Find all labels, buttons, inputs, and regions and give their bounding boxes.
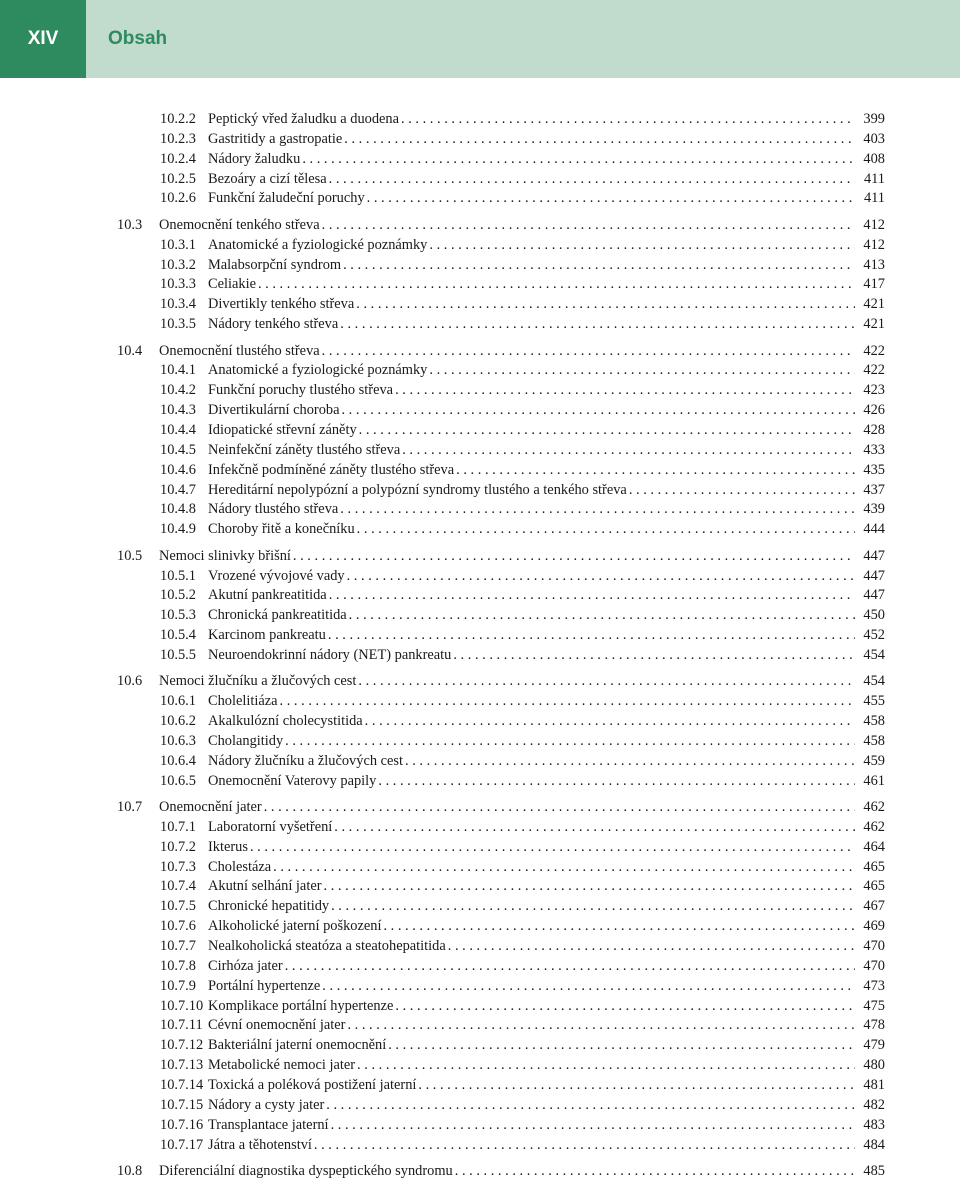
toc-entry-page: 480 [863,1057,885,1073]
toc-entry-number: 10.4.6 [160,462,196,478]
toc-entry [160,420,885,440]
toc-entry-page: 482 [863,1097,885,1113]
toc-entry-page: 412 [863,217,885,233]
toc-entry [160,751,885,771]
toc-entry-page: 458 [863,733,885,749]
toc-entry-title: Neinfekční záněty tlustého střeva [208,442,401,458]
toc-entry-title: Onemocnění jater [159,799,262,815]
toc-entry [160,480,885,500]
toc-dot-leader [429,235,855,255]
toc-entry [160,625,885,645]
toc-entry-number: 10.6.2 [160,713,196,729]
toc-entry-title: Toxická a poléková postižení jaterní [208,1077,417,1093]
toc-entry-page: 447 [863,548,885,564]
toc-entry [160,645,885,665]
toc-chapter-entry [117,546,885,566]
toc-entry-number: 10.2.5 [160,171,196,187]
toc-entry-page: 447 [863,587,885,603]
toc-entry [160,314,885,334]
toc-entry-title: Choroby řitě a konečníku [208,521,355,537]
toc-dot-leader [329,169,855,189]
toc-dot-leader [367,188,855,208]
toc-entry-number: 10.5.4 [160,627,196,643]
toc-entry [160,857,885,877]
toc-dot-leader [258,274,855,294]
toc-dot-leader [322,215,855,235]
toc-entry-title: Gastritidy a gastropatie [208,131,343,147]
toc-entry-number: 10.4.7 [160,482,196,498]
toc-entry-number: 10.3.1 [160,237,196,253]
toc-dot-leader [347,1015,855,1035]
toc-entry-number: 10.8 [117,1163,143,1179]
toc-chapter-entry [117,671,885,691]
toc-dot-leader [314,1135,855,1155]
toc-entry [160,1075,885,1095]
toc-entry-title: Cévní onemocnění jater [208,1017,346,1033]
toc-entry [160,605,885,625]
toc-chapter-entry [117,1161,885,1181]
toc-entry [160,976,885,996]
toc-dot-leader [341,400,855,420]
toc-entry [160,460,885,480]
toc-dot-leader [358,671,855,691]
toc-entry-title: Celiakie [208,276,256,292]
toc-entry-title: Nealkoholická steatóza a steatohepatitida [208,938,446,954]
toc-entry-number: 10.4.8 [160,501,196,517]
toc-dot-leader [378,771,855,791]
toc-entry-number: 10.6.5 [160,773,196,789]
toc-entry-page: 478 [863,1017,885,1033]
toc-entry-number: 10.7.1 [160,819,196,835]
toc-entry-title: Nádory žlučníku a žlučových cest [208,753,403,769]
toc-entry [160,109,885,129]
toc-entry-number: 10.7 [117,799,143,815]
toc-entry-page: 428 [863,422,885,438]
toc-dot-leader [429,360,855,380]
page-header [0,0,960,78]
toc-entry-number: 10.4 [117,343,143,359]
toc-entry-page: 461 [863,773,885,789]
toc-entry [160,1095,885,1115]
toc-entry-title: Nemoci slinivky břišní [159,548,291,564]
toc-dot-leader [405,751,855,771]
toc-entry-title: Bakteriální jaterní onemocnění [208,1037,387,1053]
toc-entry-number: 10.5 [117,548,143,564]
toc-dot-leader [357,519,855,539]
toc-dot-leader [402,440,855,460]
toc-dot-leader [331,1115,855,1135]
toc-entry-page: 411 [863,190,885,206]
toc-entry-number: 10.4.1 [160,362,196,378]
toc-entry-title: Chronická pankreatitida [208,607,347,623]
toc-entry [160,255,885,275]
toc-entry-number: 10.3.4 [160,296,196,312]
toc-entry-number: 10.7.5 [160,898,196,914]
toc-dot-leader [250,837,855,857]
toc-dot-leader [448,936,855,956]
toc-entry [160,1035,885,1055]
toc-dot-leader [280,691,855,711]
toc-entry-page: 422 [863,362,885,378]
toc-dot-leader [456,460,855,480]
toc-dot-leader [334,817,855,837]
toc-dot-leader [331,896,855,916]
toc-entry-page: 483 [863,1117,885,1133]
toc-entry-number: 10.6.4 [160,753,196,769]
toc-dot-leader [629,480,855,500]
toc-entry-title: Játra a těhotenství [208,1137,312,1153]
toc-entry [160,916,885,936]
toc-entry-number: 10.7.2 [160,839,196,855]
toc-entry-number: 10.3.2 [160,257,196,273]
toc-entry [160,129,885,149]
toc-entry-title: Infekčně podmíněné záněty tlustého střeva [208,462,455,478]
toc-entry-page: 408 [863,151,885,167]
header-band [86,0,960,78]
toc-dot-leader [273,857,855,877]
toc-entry-page: 485 [863,1163,885,1179]
toc-entry-page: 421 [863,316,885,332]
toc-entry-page: 422 [863,343,885,359]
toc-entry-title: Idiopatické střevní záněty [208,422,357,438]
toc-entry [160,771,885,791]
toc-entry-number: 10.4.3 [160,402,196,418]
page-number: XIV [0,0,86,78]
toc-entry-title: Laboratorní vyšetření [208,819,333,835]
toc-entry-title: Bezoáry a cizí tělesa [208,171,327,187]
toc-entry-number: 10.7.11 [160,1017,203,1033]
toc-entry-title: Chronické hepatitidy [208,898,330,914]
toc-entry-title: Hereditární nepolypózní a polypózní syndromy tlustého a tenkého střeva [208,482,627,498]
toc-entry-title: Komplikace portální hypertenze [208,998,394,1014]
toc-entry-title: Anatomické a fyziologické poznámky [208,237,428,253]
toc-entry-number: 10.5.3 [160,607,196,623]
toc-entry [160,731,885,751]
toc-entry-number: 10.7.10 [160,998,204,1014]
toc-dot-leader [329,585,855,605]
toc-entry-page: 473 [863,978,885,994]
toc-entry [160,1135,885,1155]
toc-dot-leader [326,1095,855,1115]
toc-entry [160,876,885,896]
section-title: Obsah [108,28,168,49]
toc-entry-title: Karcinom pankreatu [208,627,326,643]
toc-chapter-entry [117,215,885,235]
toc-entry [160,896,885,916]
toc-entry-number: 10.3.3 [160,276,196,292]
toc-entry-title: Portální hypertenze [208,978,321,994]
toc-entry-number: 10.3 [117,217,143,233]
toc-dot-leader [285,956,855,976]
toc-entry-title: Funkční žaludeční poruchy [208,190,365,206]
toc-entry-number: 10.6 [117,673,143,689]
toc-dot-leader [401,109,855,129]
toc-entry-title: Alkoholické jaterní poškození [208,918,382,934]
toc-entry-page: 454 [863,647,885,663]
toc-entry [160,294,885,314]
toc-entry-number: 10.7.17 [160,1137,204,1153]
toc-entry-title: Funkční poruchy tlustého střeva [208,382,394,398]
toc-entry-page: 450 [863,607,885,623]
toc-entry [160,400,885,420]
toc-entry-page: 412 [863,237,885,253]
toc-entry-number: 10.7.6 [160,918,196,934]
toc-entry-page: 444 [863,521,885,537]
toc-entry-page: 452 [863,627,885,643]
toc-entry-number: 10.3.5 [160,316,196,332]
toc-entry-page: 484 [863,1137,885,1153]
toc-dot-leader [340,314,855,334]
toc-chapter-entry [117,797,885,817]
toc-entry-page: 413 [863,257,885,273]
toc-dot-leader [328,625,855,645]
toc-entry-page: 475 [863,998,885,1014]
toc-entry-number: 10.5.2 [160,587,196,603]
toc-dot-leader [455,1161,855,1181]
toc-entry-title: Nemoci žlučníku a žlučových cest [159,673,357,689]
toc-entry-number: 10.5.5 [160,647,196,663]
toc-entry-title: Akutní pankreatitida [208,587,327,603]
toc-entry [160,691,885,711]
toc-dot-leader [418,1075,855,1095]
toc-dot-leader [356,294,855,314]
toc-dot-leader [344,129,855,149]
toc-entry-title: Onemocnění Vaterovy papily [208,773,377,789]
toc-entry-page: 426 [863,402,885,418]
toc-entry-title: Onemocnění tenkého střeva [159,217,320,233]
toc-entry-page: 437 [863,482,885,498]
toc-entry [160,380,885,400]
toc-entry-title: Malabsorpční syndrom [208,257,342,273]
toc-dot-leader [324,876,856,896]
toc-entry-title: Nádory žaludku [208,151,301,167]
toc-entry-number: 10.2.2 [160,111,196,127]
toc-entry-page: 470 [863,938,885,954]
toc-entry-title: Peptický vřed žaludku a duodena [208,111,400,127]
toc-entry [160,519,885,539]
toc-entry [160,1055,885,1075]
toc-entry [160,235,885,255]
toc-entry-title: Vrozené vývojové vady [208,568,345,584]
toc-entry-title: Neuroendokrinní nádory (NET) pankreatu [208,647,452,663]
toc-entry-page: 464 [863,839,885,855]
toc-entry-title: Nádory tenkého střeva [208,316,339,332]
toc-dot-leader [340,499,855,519]
toc-entry [160,837,885,857]
toc-entry-title: Onemocnění tlustého střeva [159,343,320,359]
toc-entry-title: Diferenciální diagnostika dyspeptického syndromu [159,1163,453,1179]
toc-entry [160,1015,885,1035]
toc-dot-leader [285,731,855,751]
toc-dot-leader [395,996,855,1016]
toc-entry-page: 399 [863,111,885,127]
toc-entry-page: 481 [863,1077,885,1093]
toc-entry-number: 10.7.14 [160,1077,204,1093]
toc-entry [160,996,885,1016]
toc-dot-leader [388,1035,855,1055]
toc-entry-number: 10.7.8 [160,958,196,974]
toc-entry-number: 10.2.6 [160,190,196,206]
toc-entry [160,499,885,519]
toc-entry-page: 421 [863,296,885,312]
toc-entry [160,169,885,189]
toc-dot-leader [453,645,855,665]
toc-entry-page: 465 [863,859,885,875]
toc-entry-number: 10.7.3 [160,859,196,875]
toc-entry-number: 10.7.9 [160,978,196,994]
toc-entry-number: 10.4.5 [160,442,196,458]
toc-entry-page: 469 [863,918,885,934]
toc-entry-page: 465 [863,878,885,894]
toc-entry-title: Ikterus [208,839,248,855]
toc-entry [160,188,885,208]
toc-dot-leader [322,341,855,361]
toc-entry-title: Divertikulární choroba [208,402,340,418]
toc-entry-title: Transplantace jaterní [208,1117,329,1133]
toc-entry-title: Divertikly tenkého střeva [208,296,355,312]
toc-entry-number: 10.7.15 [160,1097,204,1113]
toc-entry-page: 423 [863,382,885,398]
toc-entry-number: 10.7.7 [160,938,196,954]
toc-entry-title: Cholelitiáza [208,693,278,709]
toc-entry [160,711,885,731]
toc-entry-title: Nádory a cysty jater [208,1097,325,1113]
toc-entry-number: 10.4.2 [160,382,196,398]
toc-dot-leader [349,605,855,625]
toc-entry [160,274,885,294]
toc-entry-title: Cholestáza [208,859,272,875]
toc-entry [160,817,885,837]
toc-entry [160,360,885,380]
toc-entry-page: 403 [863,131,885,147]
toc-dot-leader [383,916,855,936]
toc-entry-page: 467 [863,898,885,914]
toc-dot-leader [395,380,855,400]
toc-entry-number: 10.2.3 [160,131,196,147]
toc-entry-number: 10.7.13 [160,1057,204,1073]
toc-entry-title: Metabolické nemoci jater [208,1057,356,1073]
toc-entry-page: 454 [863,673,885,689]
toc-entry-title: Nádory tlustého střeva [208,501,339,517]
toc-entry-number: 10.2.4 [160,151,196,167]
toc-dot-leader [302,149,855,169]
toc-entry-title: Cholangitidy [208,733,284,749]
toc-entry-page: 462 [863,819,885,835]
toc-entry [160,585,885,605]
toc-entry [160,956,885,976]
toc-entry-page: 433 [863,442,885,458]
toc-entry [160,936,885,956]
toc-chapter-entry [117,341,885,361]
toc-dot-leader [357,1055,855,1075]
toc-entry-number: 10.4.9 [160,521,196,537]
toc-entry-number: 10.7.4 [160,878,196,894]
toc-entry-title: Akutní selhání jater [208,878,322,894]
toc-entry-title: Anatomické a fyziologické poznámky [208,362,428,378]
toc-entry-page: 411 [863,171,885,187]
toc-entry-number: 10.5.1 [160,568,196,584]
toc-dot-leader [343,255,855,275]
toc-dot-leader [365,711,855,731]
toc-dot-leader [359,420,855,440]
toc-entry-page: 417 [863,276,885,292]
toc-entry-title: Cirhóza jater [208,958,283,974]
toc-entry-page: 435 [863,462,885,478]
toc-entry-page: 470 [863,958,885,974]
toc-entry [160,1115,885,1135]
toc-dot-leader [347,566,855,586]
toc-entry-page: 447 [863,568,885,584]
toc-entry [160,566,885,586]
toc-entry-page: 459 [863,753,885,769]
toc-entry-page: 455 [863,693,885,709]
toc-dot-leader [264,797,855,817]
toc-entry-number: 10.7.16 [160,1117,204,1133]
toc-entry-page: 479 [863,1037,885,1053]
toc-entry-number: 10.6.1 [160,693,196,709]
toc-entry-page: 462 [863,799,885,815]
toc-dot-leader [322,976,855,996]
toc-entry-number: 10.4.4 [160,422,196,438]
toc-entry-number: 10.7.12 [160,1037,204,1053]
toc-entry-number: 10.6.3 [160,733,196,749]
toc-entry-page: 439 [863,501,885,517]
toc-entry [160,149,885,169]
toc-entry-title: Akalkulózní cholecystitida [208,713,363,729]
toc-dot-leader [293,546,855,566]
toc-entry-page: 458 [863,713,885,729]
toc-entry [160,440,885,460]
